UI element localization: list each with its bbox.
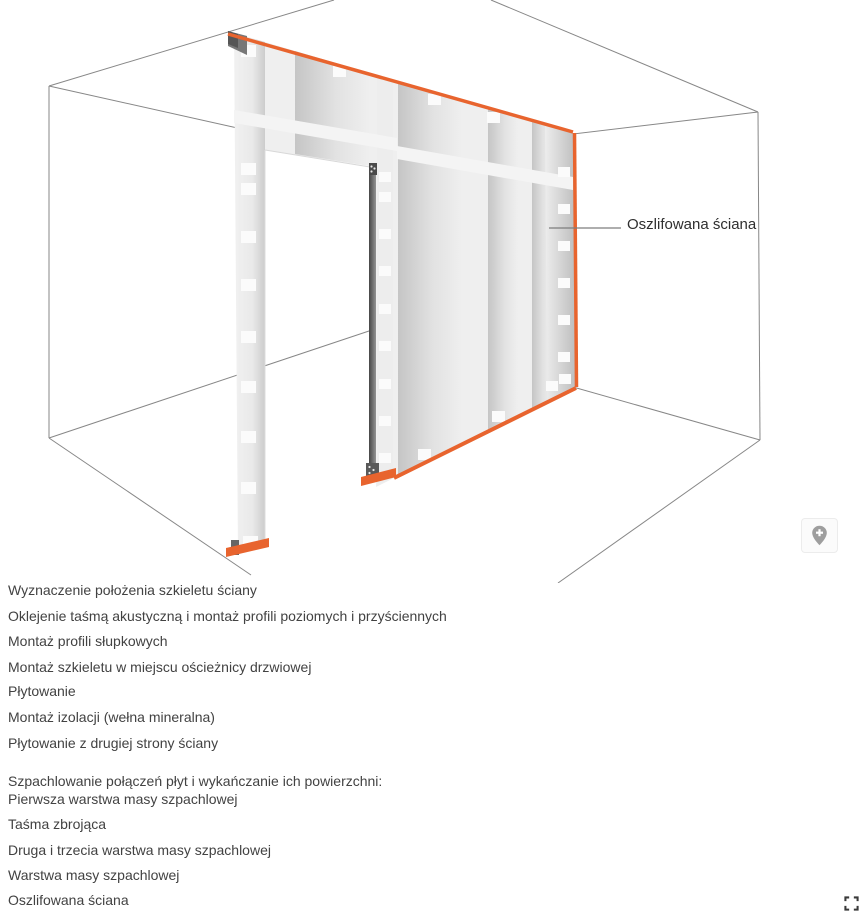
step-item: Płytowanie xyxy=(8,683,76,699)
step-item: Montaż szkieletu w miejscu ościeżnicy drzwiowej xyxy=(8,659,312,675)
wall-annotation-label: Oszlifowana ściana xyxy=(627,216,757,233)
step-item: Szpachlowanie połączeń płyt i wykańczanie ich powierzchni: xyxy=(8,773,383,789)
location-pin-button[interactable] xyxy=(801,518,838,553)
step-item: Oklejenie taśmą akustyczną i montaż profili poziomych i przyściennych xyxy=(8,608,447,624)
step-item: Warstwa masy szpachlowej xyxy=(8,867,180,883)
location-pin-plus-icon xyxy=(811,525,828,546)
step-item: Oszlifowana ściana xyxy=(8,892,129,908)
step-item: Pierwsza warstwa masy szpachlowej xyxy=(8,791,238,807)
fullscreen-button[interactable] xyxy=(842,894,860,912)
step-item: Montaż profili słupkowych xyxy=(8,633,168,649)
step-item: Wyznaczenie położenia szkieletu ściany xyxy=(8,582,257,598)
step-item: Druga i trzecia warstwa masy szpachlowej xyxy=(8,842,271,858)
step-item: Taśma zbrojąca xyxy=(8,816,107,832)
step-item: Montaż izolacji (wełna mineralna) xyxy=(8,709,215,725)
drywall xyxy=(226,31,577,557)
step-item: Płytowanie z drugiej strony ściany xyxy=(8,735,219,751)
fullscreen-icon xyxy=(844,896,859,911)
